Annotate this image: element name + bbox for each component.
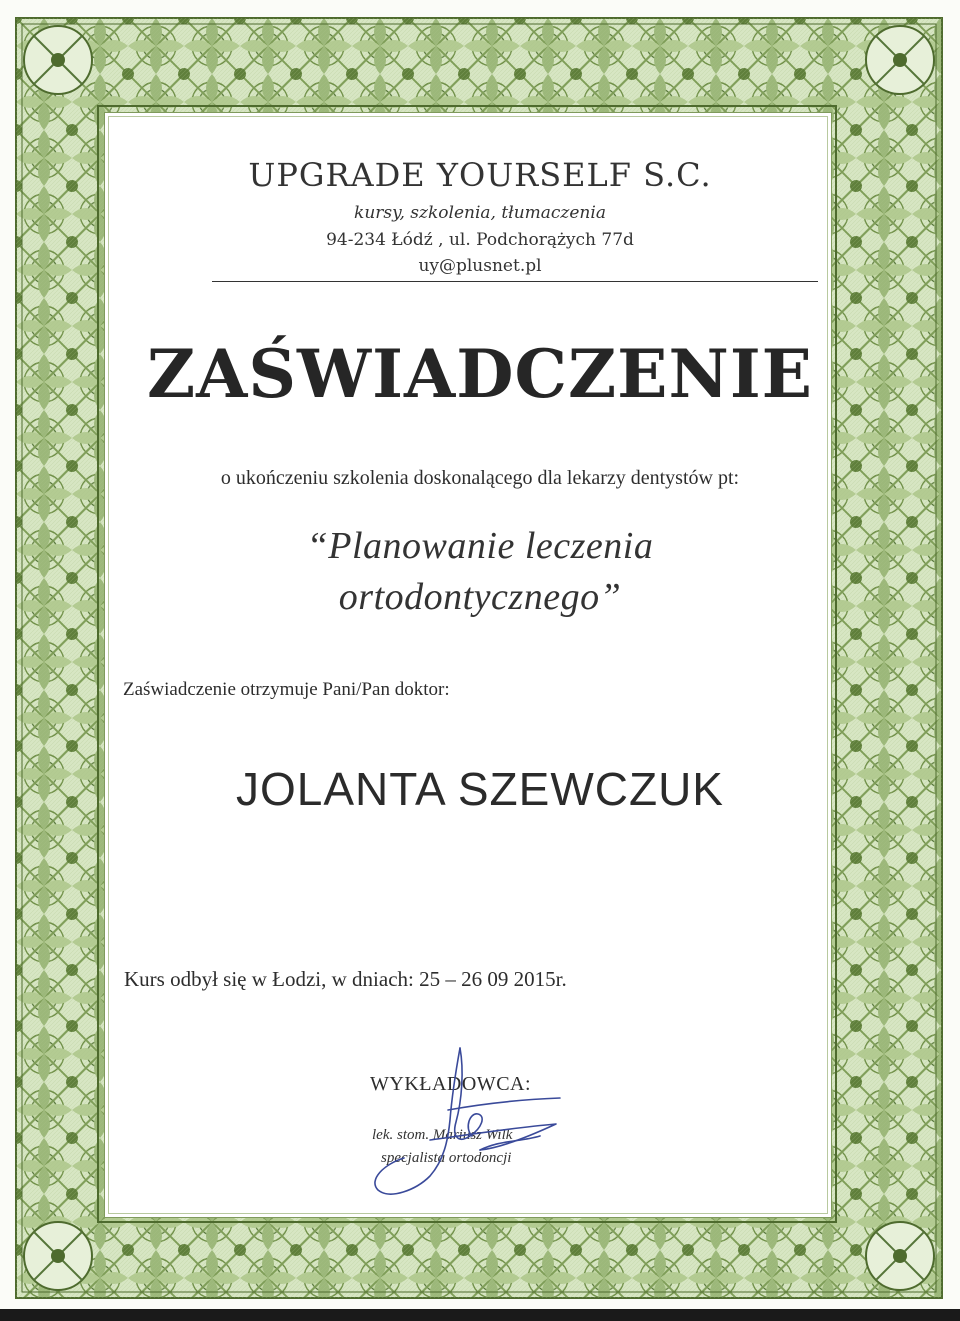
certificate-subtitle: o ukończeniu szkolenia doskonalącego dla lekarzy dentystów pt:: [220, 467, 740, 489]
course-dates: Kurs odbył się w Łodzi, w dniach: 25 – 26 09 2015r.: [124, 967, 567, 991]
lecturer-label: WYKŁADOWCA:: [370, 1073, 532, 1095]
course-title-line-1: “Planowanie leczenia: [306, 525, 654, 567]
scan-edge-bar: [0, 1309, 960, 1321]
header-divider: [212, 281, 818, 282]
lecturer-title: specjalista ortodoncji: [381, 1150, 512, 1166]
organization-email: uy@plusnet.pl: [418, 256, 542, 276]
organization-tagline: kursy, szkolenia, tłumaczenia: [354, 203, 606, 223]
recipient-name: JOLANTA SZEWCZUK: [236, 763, 724, 815]
recipient-label: Zaświadczenie otrzymuje Pani/Pan doktor:: [123, 679, 450, 700]
organization-name: UPGRADE YOURSELF S.C.: [248, 156, 712, 194]
course-title-line-2: ortodontycznego”: [338, 576, 622, 618]
lecturer-name: lek. stom. Mariusz Wilk: [372, 1127, 513, 1143]
organization-address: 94-234 Łódź , ul. Podchorążych 77d: [326, 230, 634, 250]
handwritten-signature-icon: [360, 1040, 580, 1210]
certificate-title: ZAŚWIADCZENIE: [146, 335, 813, 413]
